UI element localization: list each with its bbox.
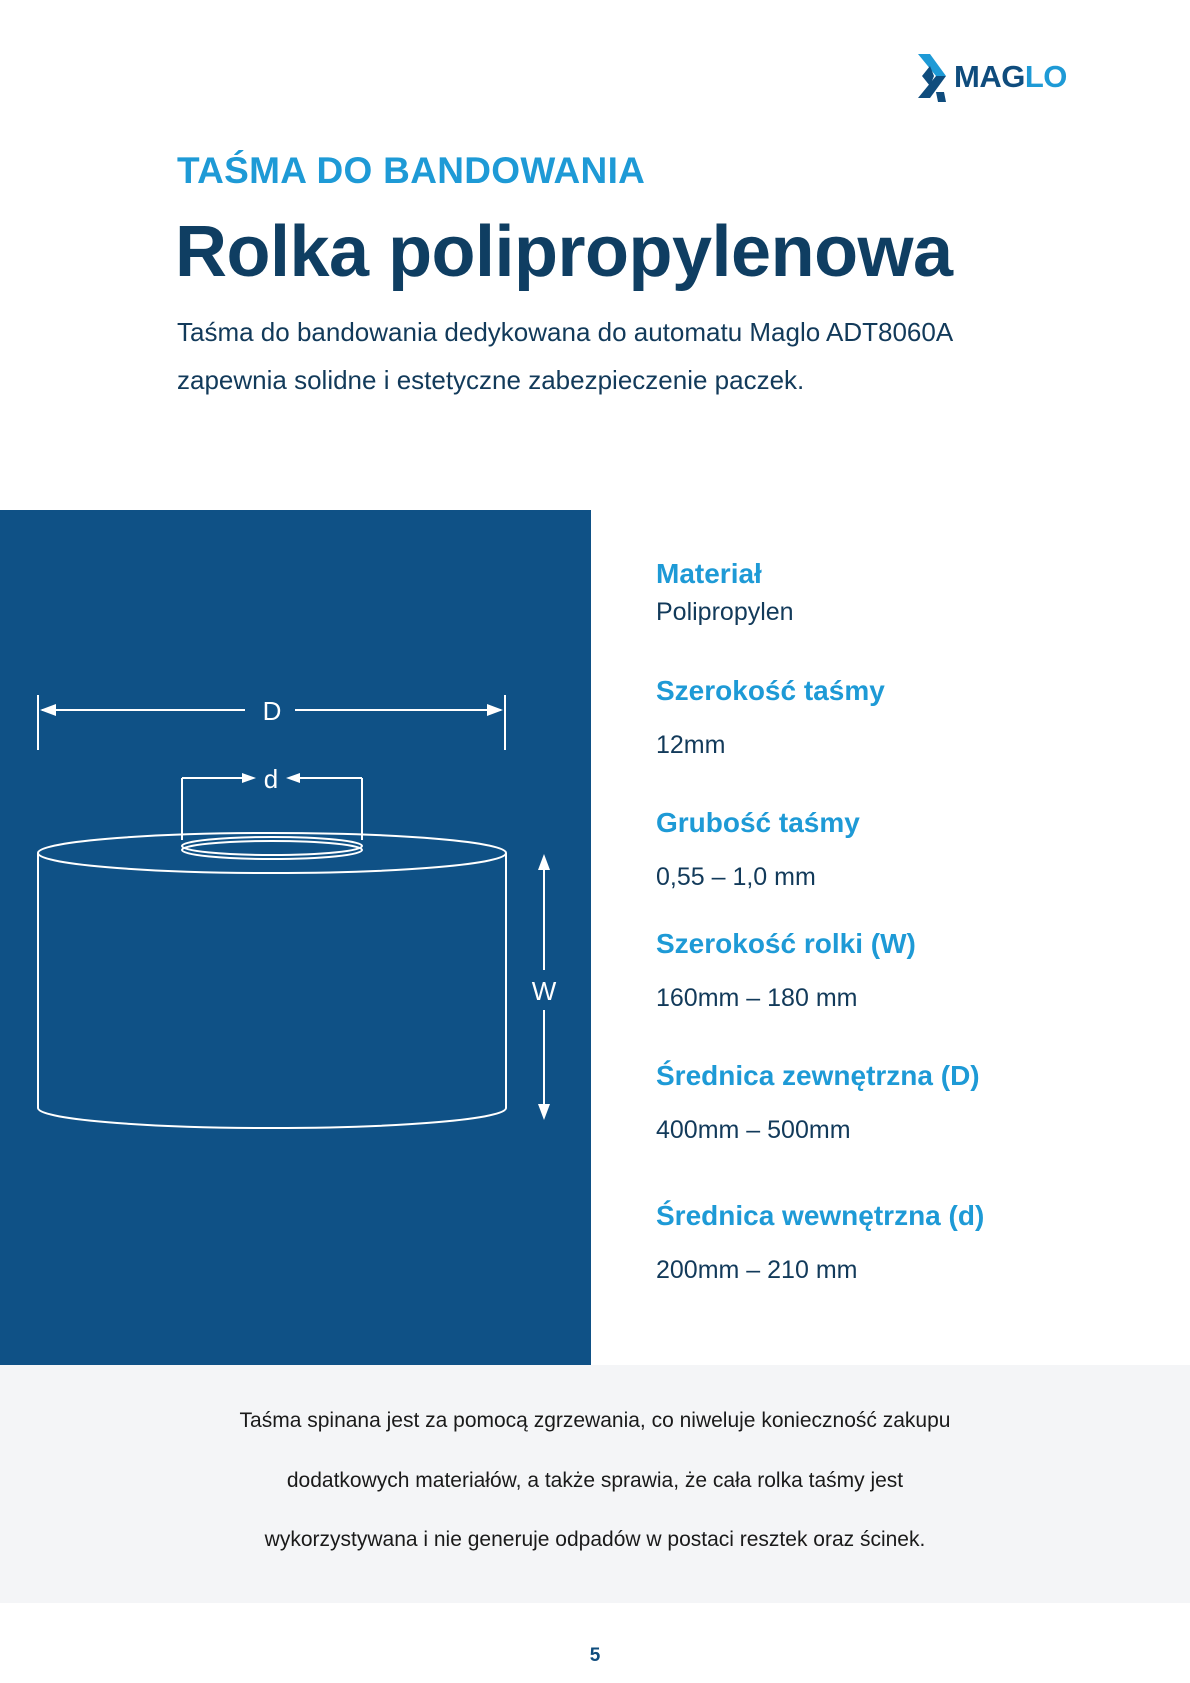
page-number: 5 [589,1645,601,1666]
spec-label-tape-thickness: Grubość taśmy [656,807,860,838]
note-section [0,1365,1190,1603]
note-line-2: dodatkowych materiałów, a także sprawia, że cała rolka taśmy jest [286,1469,904,1492]
d-inner-left-arrow [242,773,256,783]
spec-label-outer-diameter: Średnica zewnętrzna (D) [656,1060,980,1091]
intro-paragraph: Taśma do bandowania dedykowana do automatu Maglo ADT8060A zapewnia solidne i estetyczne zabezpieczenie paczek. [177,317,952,395]
w-top-arrow [538,854,550,870]
note-line-3: wykorzystywana i nie generuje odpadów w postaci resztek oraz ścinek. [264,1528,926,1551]
d-inner-right-arrow [286,773,300,783]
spec-value-roll-width: 160mm – 180 mm [656,984,858,1012]
label-inner-diameter: d [263,764,279,794]
roll-bottom-arc [38,1108,506,1128]
spec-label-tape-width: Szerokość taśmy [656,675,885,706]
logo-wordmark [954,59,1067,95]
page-title: Rolka polipropylenowa [175,212,953,292]
logo-wordmark-part1: MAG [954,59,1025,94]
spec-label-roll-width: Szerokość rolki (W) [656,928,916,959]
spec-value-tape-width: 12mm [656,731,726,759]
d-outer-left-arrow [40,704,56,716]
maglo-mark-icon [916,52,950,102]
spec-value-outer-diameter: 400mm – 500mm [656,1116,851,1144]
roll-top-ellipse [38,833,506,873]
d-outer-right-arrow [487,704,503,716]
roll-diagram-panel [0,510,591,1365]
spec-label-material: Materiał [656,558,762,589]
w-bottom-arrow [538,1104,550,1120]
roll-dimension-diagram [0,510,591,1365]
label-roll-width: W [531,976,557,1006]
spec-value-tape-thickness: 0,55 – 1,0 mm [656,863,816,891]
spec-label-inner-diameter: Średnica wewnętrzna (d) [656,1200,985,1231]
label-outer-diameter: D [262,696,282,726]
roll-core-ellipse-inner [182,841,362,859]
spec-value-material: Polipropylen [656,598,794,626]
page-subtitle: TAŚMA DO BANDOWANIA [177,150,646,191]
spec-value-inner-diameter: 200mm – 210 mm [656,1256,858,1284]
maglo-logo [916,52,1067,102]
roll-core-ellipse [182,837,362,855]
logo-wordmark-part2: LO [1024,59,1067,94]
note-line-1: Taśma spinana jest za pomocą zgrzewania, co niweluje konieczność zakupu [239,1409,951,1432]
